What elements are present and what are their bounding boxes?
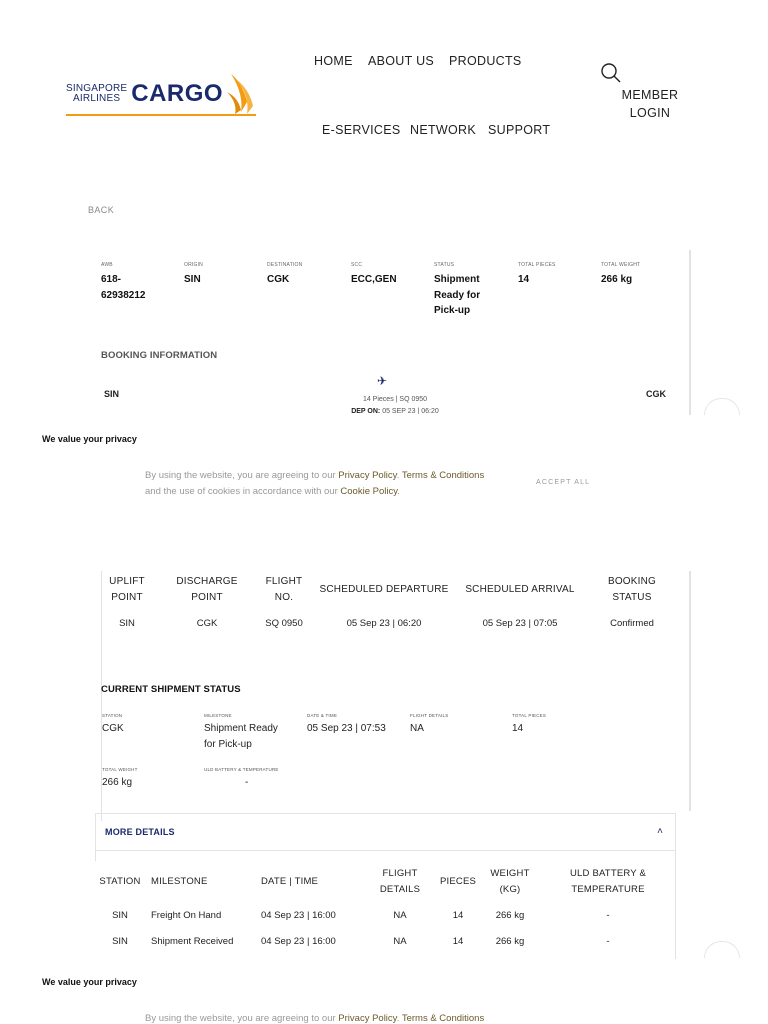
- route-destination: CGK: [646, 389, 666, 399]
- table-cell: 05 Sep 23 | 06:20: [346, 618, 422, 629]
- member-login-link[interactable]: MEMBER LOGIN: [621, 88, 679, 120]
- cs-milestone-label: MILESTONE: [204, 713, 232, 718]
- col-scheduled-departure: SCHEDULED DEPARTURE: [319, 584, 449, 595]
- details-left-edge: [95, 851, 96, 861]
- col-booking-status: BOOKING STATUS: [607, 576, 657, 603]
- cookie-policy-link[interactable]: Cookie Policy: [340, 486, 398, 497]
- md-col-weight: WEIGHT (KG): [490, 868, 530, 895]
- summary-total-weight: [601, 262, 681, 288]
- table-cell: Shipment Received: [151, 936, 234, 947]
- route-flight-summary: 14 Pieces | SQ 0950: [362, 396, 428, 403]
- summary-value: CGK: [267, 274, 290, 285]
- cs-pieces-value: 14: [512, 723, 524, 734]
- card-right-edge-2: [689, 571, 691, 811]
- terms-conditions-link[interactable]: Terms & Conditions: [401, 470, 485, 481]
- privacy-text-pre: By using the website, you are agreeing to our: [145, 470, 336, 481]
- route-origin: SIN: [104, 389, 120, 399]
- table-cell: CGK: [196, 618, 218, 629]
- route-departure-label: DEP ON:: [351, 408, 381, 414]
- summary-value: ECC,GEN: [351, 274, 397, 285]
- booking-information-title: BOOKING INFORMATION: [101, 350, 218, 361]
- logo-bird-icon: [225, 72, 259, 116]
- table-cell: -: [606, 936, 610, 947]
- md-col-station: STATION: [99, 876, 141, 887]
- airplane-icon: ✈: [377, 374, 388, 388]
- table-cell: 14: [452, 936, 464, 947]
- route-departure-value: 05 SEP 23 | 06:20: [382, 408, 439, 414]
- md-col-uld: ULD BATTERY & TEMPERATURE: [570, 868, 646, 895]
- cs-flight-value: NA: [410, 723, 424, 734]
- floating-action-button[interactable]: [704, 398, 740, 415]
- cs-pieces-label: TOTAL PIECES: [512, 713, 547, 718]
- privacy-text-pre: By using the website, you are agreeing to our: [145, 1013, 336, 1024]
- md-col-pieces: PIECES: [439, 876, 477, 887]
- summary-label: TOTAL PIECES: [518, 262, 556, 268]
- col-uplift-point: UPLIFT POINT: [109, 576, 145, 603]
- cs-weight-value: 266 kg: [102, 777, 133, 788]
- chevron-up-icon: ˄: [657, 826, 663, 837]
- current-status-title: CURRENT SHIPMENT STATUS: [101, 684, 241, 695]
- table-cell: Freight On Hand: [151, 910, 222, 921]
- table-cell: NA: [393, 936, 407, 947]
- accept-all-button[interactable]: ACCEPT ALL: [536, 479, 591, 486]
- summary-destination: [267, 262, 347, 288]
- cs-datetime-label: DATE & TIME: [307, 713, 338, 718]
- logo-wordmark: [66, 84, 127, 104]
- summary-value: 618-62938212: [101, 274, 146, 301]
- more-details-label: MORE DETAILS: [105, 827, 175, 837]
- summary-label: STATUS: [434, 262, 455, 268]
- more-details-toggle[interactable]: [95, 813, 676, 851]
- summary-scc: [351, 262, 431, 288]
- nav-e-services[interactable]: E-SERVICES: [322, 123, 401, 137]
- cs-datetime-value: 05 Sep 23 | 07:53: [307, 723, 386, 734]
- brand-logo[interactable]: [66, 72, 259, 116]
- logo-underline: [66, 114, 256, 116]
- table-cell: 14: [452, 910, 464, 921]
- summary-awb: [101, 262, 181, 303]
- cs-milestone-value: Shipment Ready for Pick-up: [204, 723, 278, 750]
- table-cell: -: [606, 910, 610, 921]
- floating-action-button[interactable]: [704, 941, 740, 958]
- logo-line-1: SINGAPORE: [66, 83, 128, 94]
- summary-label: SCC: [351, 262, 363, 268]
- table-cell: SIN: [112, 910, 128, 921]
- cs-uld-value: -: [245, 777, 249, 788]
- card-right-edge: [689, 250, 691, 415]
- cs-station-value: CGK: [102, 723, 124, 734]
- summary-total-pieces: [518, 262, 598, 288]
- table-cell: SIN: [119, 618, 135, 629]
- table-cell: SIN: [112, 936, 128, 947]
- summary-value: 14: [518, 274, 530, 285]
- md-col-milestone: MILESTONE: [151, 876, 208, 887]
- logo-line-2: AIRLINES: [73, 93, 121, 104]
- summary-value: Shipment Ready for Pick-up: [434, 274, 481, 316]
- table-cell: NA: [393, 910, 407, 921]
- nav-about-us[interactable]: ABOUT US: [368, 54, 435, 68]
- col-discharge-point: DISCHARGE POINT: [176, 576, 238, 603]
- privacy-policy-link[interactable]: Privacy Policy: [338, 1013, 397, 1024]
- md-col-flight-details: FLIGHT DETAILS: [379, 868, 421, 895]
- privacy-policy-link[interactable]: Privacy Policy: [338, 470, 397, 481]
- table-cell: Confirmed: [610, 618, 654, 629]
- summary-label: ORIGIN: [184, 262, 203, 268]
- cs-station-label: STATION: [102, 713, 123, 718]
- privacy-text-mid: and the use of cookies in accordance with our: [145, 486, 338, 497]
- privacy-message: By using the website, you are agreeing to our Privacy Policy. Terms & Conditions: [145, 1013, 485, 1024]
- col-scheduled-arrival: SCHEDULED ARRIVAL: [465, 584, 575, 595]
- privacy-title: We value your privacy: [42, 434, 137, 444]
- nav-support[interactable]: SUPPORT: [488, 123, 551, 137]
- privacy-title: We value your privacy: [42, 977, 137, 987]
- table-cell: 266 kg: [495, 910, 525, 921]
- nav-products[interactable]: PRODUCTS: [449, 54, 522, 68]
- terms-conditions-link[interactable]: Terms & Conditions: [401, 1013, 485, 1024]
- route-departure: [340, 407, 450, 414]
- summary-label: DESTINATION: [267, 262, 303, 268]
- table-cell: 266 kg: [495, 936, 525, 947]
- logo-cargo-word: CARGO: [131, 80, 224, 107]
- cs-uld-label: ULD BATTERY & TEMPERATURE: [204, 767, 279, 772]
- nav-home[interactable]: HOME: [314, 54, 353, 68]
- back-link[interactable]: BACK: [88, 205, 115, 215]
- md-col-datetime: DATE | TIME: [261, 876, 319, 887]
- summary-value: SIN: [184, 274, 201, 285]
- col-flight-no: FLIGHT NO.: [265, 576, 303, 603]
- details-right-edge: [675, 851, 676, 959]
- table-cell: SQ 0950: [265, 618, 303, 629]
- privacy-message: By using the website, you are agreeing to our Privacy Policy. Terms & Conditions and the use of cookies in accordance with our Cookie Policy.: [145, 470, 485, 497]
- table-cell: 04 Sep 23 | 16:00: [261, 910, 336, 921]
- summary-origin: [184, 262, 264, 288]
- summary-label: AWB: [101, 262, 113, 268]
- summary-label: TOTAL WEIGHT: [601, 262, 641, 268]
- table-cell: 04 Sep 23 | 16:00: [261, 936, 336, 947]
- summary-value: 266 kg: [601, 274, 633, 285]
- summary-status: [434, 262, 500, 319]
- cs-flight-label: FLIGHT DETAILS: [410, 713, 449, 718]
- cs-weight-label: TOTAL WEIGHT: [102, 767, 138, 772]
- table-cell: 05 Sep 23 | 07:05: [482, 618, 558, 629]
- search-icon[interactable]: [600, 62, 622, 84]
- nav-network[interactable]: NETWORK: [410, 123, 476, 137]
